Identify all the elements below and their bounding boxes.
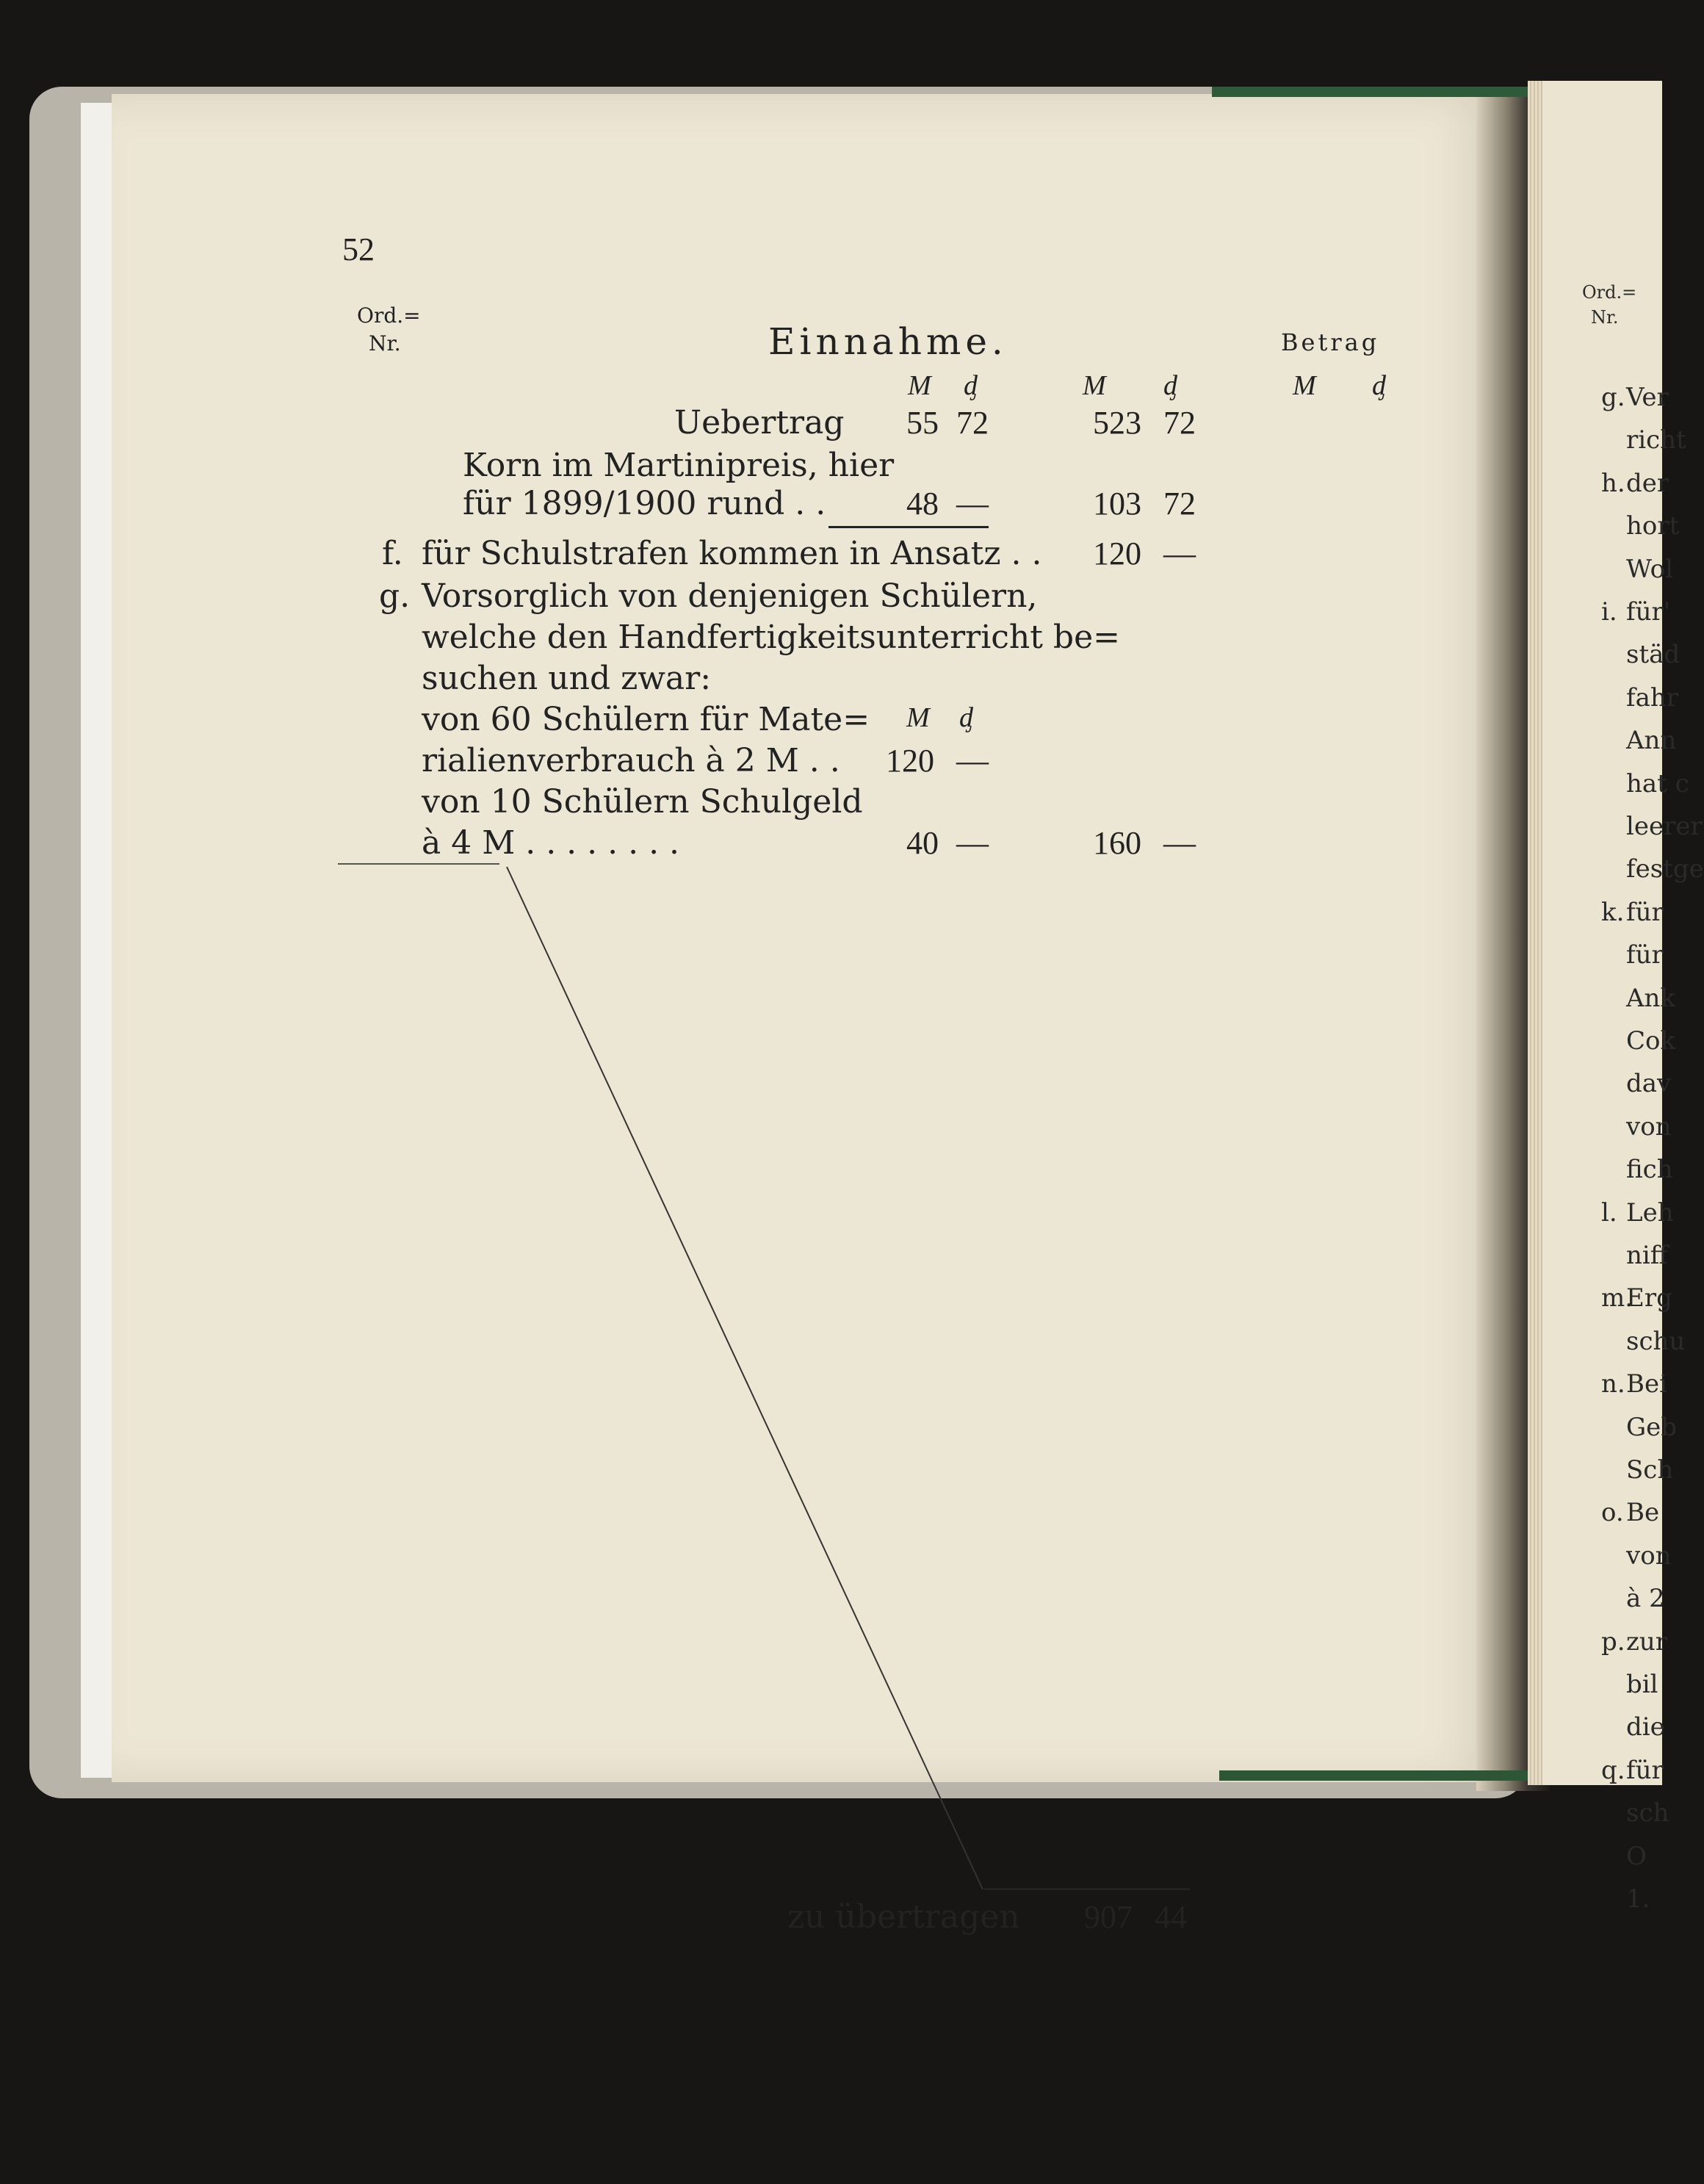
uebertrag-p1: 72 [956, 405, 989, 441]
right-line-fragment: richt [1626, 425, 1686, 455]
right-line-fragment: hort [1626, 511, 1680, 541]
right-item-letter: o. [1601, 1498, 1624, 1527]
right-nr-label: Nr. [1591, 307, 1619, 328]
right-line-fragment: Be [1626, 1498, 1660, 1527]
right-line-fragment: städ [1626, 640, 1680, 669]
unit-pf-col2: ᶁ [1163, 370, 1177, 401]
right-line-fragment: von [1626, 1112, 1672, 1142]
item-g-letter: g. [379, 577, 411, 615]
item-g-p-total: — [1163, 825, 1196, 861]
item-g-line-2: welche den Handfertigkeitsunterricht be= [422, 619, 1120, 656]
item-f-text: für Schulstrafen kommen in Ansatz . . [422, 535, 1042, 572]
unit-mark-col1: M [908, 370, 931, 401]
item-g-p-b: — [956, 825, 989, 861]
right-item-letter: l. [1601, 1198, 1617, 1228]
unit-pf-col3: ᶁ [1372, 370, 1386, 401]
right-line-fragment: bil [1626, 1670, 1658, 1699]
item-g-unit-pf: ᶁ [959, 702, 973, 733]
right-item-letter: m. [1601, 1283, 1633, 1313]
korn-line-2: für 1899/1900 rund . . [463, 485, 826, 522]
carry-forward-m: 907 [1084, 1899, 1133, 1935]
total-rule [984, 1888, 1190, 1890]
right-line-fragment: Erg [1626, 1283, 1672, 1313]
right-line-fragment: 1. [1626, 1884, 1650, 1914]
item-g-m-total: 160 [1093, 825, 1141, 861]
uebertrag-p2: 72 [1163, 405, 1196, 441]
nr-label: Nr. [369, 331, 401, 356]
korn-line-1: Korn im Martinipreis, hier [463, 447, 895, 484]
right-line-fragment: für [1626, 898, 1664, 927]
uebertrag-m1: 55 [906, 405, 939, 441]
carry-forward-label: zu übertragen [787, 1898, 1020, 1936]
right-ord-label: Ord.= [1582, 282, 1637, 303]
item-g-p-a: — [956, 743, 989, 779]
right-line-fragment: schu [1626, 1327, 1686, 1356]
carry-forward-p: 44 [1155, 1899, 1187, 1935]
item-g-line-4: von 60 Schülern für Mate= [422, 701, 870, 738]
item-f-m2: 120 [1093, 536, 1141, 572]
item-g-m-b: 40 [906, 825, 939, 861]
korn-p2: 72 [1163, 486, 1196, 522]
right-item-letter: h. [1601, 469, 1625, 498]
item-g-line-1: Vorsorglich von denjenigen Schülern, [422, 577, 1038, 615]
right-item-letter: i. [1601, 597, 1617, 627]
right-line-fragment: die [1626, 1712, 1665, 1742]
korn-p1: — [956, 486, 989, 522]
right-line-fragment: niff [1626, 1241, 1668, 1270]
unit-mark-col3: M [1293, 370, 1316, 401]
item-g-unit-mark: M [906, 702, 930, 733]
right-line-fragment: hat c [1626, 769, 1689, 799]
betrag-heading: Betrag [1281, 328, 1380, 356]
right-line-fragment: der [1626, 469, 1669, 498]
uebertrag-label: Uebertrag [674, 404, 845, 442]
korn-m1: 48 [906, 486, 939, 522]
right-line-fragment: Leh [1626, 1198, 1674, 1228]
right-line-fragment: fahr [1626, 683, 1679, 713]
item-g-line-7: à 4 M . . . . . . . . [422, 824, 680, 862]
right-line-fragment: von [1626, 1541, 1672, 1571]
item-g-line-5: rialienverbrauch à 2 M . . [422, 742, 840, 779]
right-line-fragment: Bei [1626, 1369, 1667, 1399]
right-line-fragment: Ank [1626, 984, 1676, 1013]
unit-pf-col1: ᶁ [964, 370, 978, 401]
right-line-fragment: für [1626, 1756, 1664, 1785]
unit-mark-col2: M [1083, 370, 1106, 401]
item-f-letter: f. [382, 535, 403, 572]
korn-m2: 103 [1093, 486, 1141, 522]
right-line-fragment: Geb [1626, 1413, 1678, 1442]
right-line-fragment: dav [1626, 1069, 1672, 1098]
right-line-fragment: zur [1626, 1627, 1668, 1657]
right-item-letter: k. [1601, 898, 1625, 927]
ord-label: Ord.= [357, 303, 421, 328]
right-line-fragment: für [1626, 940, 1664, 970]
right-line-fragment: à 2 [1626, 1584, 1665, 1613]
right-line-fragment: Ver [1626, 383, 1669, 412]
item-f-p2: — [1163, 536, 1196, 572]
item-g-m-a: 120 [886, 743, 934, 779]
right-item-letter: n. [1601, 1369, 1625, 1399]
right-item-letter: g. [1601, 383, 1625, 412]
right-line-fragment: Sch [1626, 1455, 1674, 1485]
section-heading: Einnahme. [768, 320, 1008, 363]
right-line-fragment: Wol [1626, 555, 1673, 584]
right-line-fragment: festge [1626, 854, 1704, 884]
right-line-fragment: für' [1626, 597, 1671, 627]
right-line-fragment: Ann [1626, 726, 1677, 755]
item-g-line-3: suchen und zwar: [422, 660, 712, 697]
right-line-fragment: leerer [1626, 812, 1703, 841]
right-line-fragment: O [1626, 1842, 1647, 1871]
right-item-letter: p. [1601, 1627, 1625, 1657]
page-number: 52 [342, 231, 375, 267]
right-item-letter: q. [1601, 1756, 1625, 1785]
right-line-fragment: fich [1626, 1155, 1673, 1184]
item-g-line-6: von 10 Schülern Schulgeld [422, 783, 863, 821]
right-line-fragment: sch [1626, 1798, 1669, 1828]
right-line-fragment: Cok [1626, 1026, 1676, 1056]
uebertrag-m2: 523 [1093, 405, 1141, 441]
